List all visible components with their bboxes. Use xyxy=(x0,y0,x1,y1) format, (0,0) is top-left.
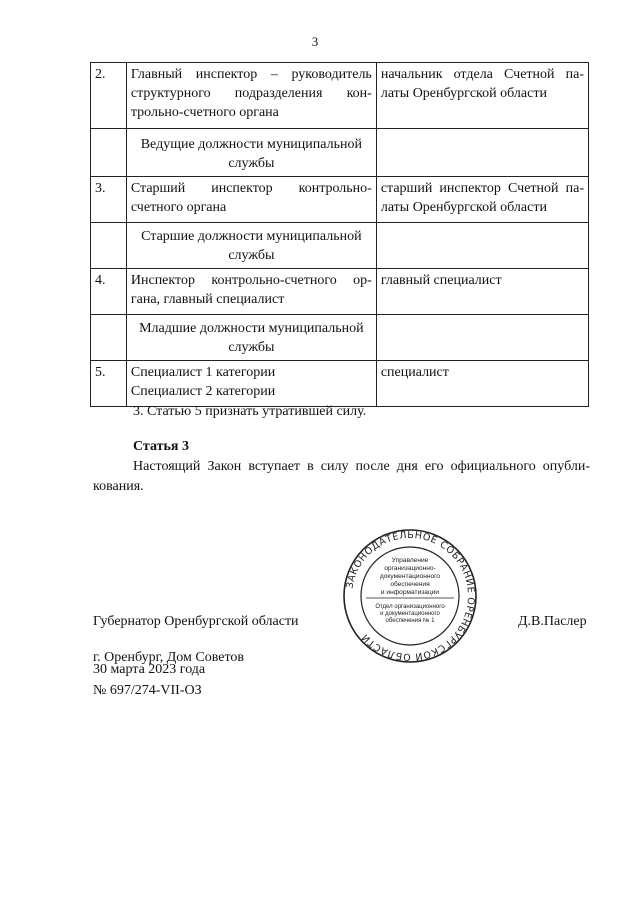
table-row xyxy=(91,129,589,177)
stamp-line: и документационного xyxy=(380,611,440,617)
equivalent-line: начальник отдела Счетной па- xyxy=(380,67,584,82)
position-line: гана, главный специалист xyxy=(130,292,285,307)
signature-name: Д.В.Паслер xyxy=(518,614,587,629)
category-cell xyxy=(126,129,376,177)
positions-table xyxy=(90,62,589,407)
article-text-line: Настоящий Закон вступает в силу после дня его официального опубли- xyxy=(133,459,590,474)
table-row xyxy=(91,315,589,361)
equivalent-line: специалист xyxy=(380,365,449,380)
row-number: 2. xyxy=(91,63,127,129)
page-number: 3 xyxy=(311,34,319,49)
position-line: Специалист 1 категории xyxy=(130,365,276,380)
category-cell xyxy=(126,223,376,269)
stamp-line: документационного xyxy=(379,573,441,580)
position-line: Главный инспектор – руководитель xyxy=(130,67,372,82)
stamp-line: обеспечения № 1 xyxy=(385,618,435,624)
stamp-line: Отдел организационного xyxy=(375,604,445,610)
equivalent-line: латы Оренбургской области xyxy=(380,86,547,101)
table-row xyxy=(91,223,589,269)
equivalent-line: латы Оренбургской области xyxy=(380,200,547,215)
stamp-line: и информатизации xyxy=(380,589,440,596)
position-cell xyxy=(126,63,376,129)
footer-number: № 697/274-VII-ОЗ xyxy=(93,683,202,698)
position-line: Инспектор контрольно-счетного ор- xyxy=(130,273,372,288)
category-line: службы xyxy=(228,340,275,355)
category-cell xyxy=(126,315,376,361)
table-row xyxy=(91,63,589,129)
equivalent-cell xyxy=(376,269,588,315)
stamp-outer-text: ЗАКОНОДАТЕЛЬНОЕ СОБРАНИЕ ОРЕНБУРГСКОЙ ОБЛАСТИ xyxy=(344,529,477,663)
equivalent-cell xyxy=(376,63,588,129)
table-row xyxy=(91,269,589,315)
article-text-line: кования. xyxy=(93,479,144,494)
category-line: Старшие должности муниципальной xyxy=(141,229,362,244)
table-row xyxy=(91,361,589,407)
official-stamp xyxy=(342,528,478,664)
row-number: 4. xyxy=(91,269,127,315)
equivalent-line: главный специалист xyxy=(380,273,502,288)
row-number: 5. xyxy=(91,361,127,407)
table-row xyxy=(91,177,589,223)
equivalent-line: старший инспектор Счетной па- xyxy=(380,181,584,196)
stamp-line: Управление xyxy=(391,557,429,564)
category-line: службы xyxy=(228,156,275,171)
position-cell xyxy=(126,361,376,407)
stamp-line: обеспечения xyxy=(390,581,430,588)
row-number: 3. xyxy=(91,177,127,223)
category-line: Ведущие должности муниципальной xyxy=(140,137,362,152)
position-line: Специалист 2 категории xyxy=(130,384,276,399)
equivalent-cell xyxy=(376,361,588,407)
position-line: структурного подразделения кон- xyxy=(130,86,372,101)
position-line: трольно-счетного органа xyxy=(130,105,279,120)
item-3-text: 3. Статью 5 признать утратившей силу. xyxy=(133,404,367,419)
category-line: службы xyxy=(228,248,275,263)
position-cell xyxy=(126,177,376,223)
equivalent-cell xyxy=(376,177,588,223)
position-cell xyxy=(126,269,376,315)
stamp-line: организационно- xyxy=(384,565,436,572)
category-line: Младшие должности муниципальной xyxy=(139,321,364,336)
footer-place: г. Оренбург, Дом Советов xyxy=(93,650,244,665)
signature-position: Губернатор Оренбургской области xyxy=(93,614,299,629)
footer-date: 30 марта 2023 года xyxy=(93,662,206,677)
article-heading: Статья 3 xyxy=(133,439,189,454)
position-line: счетного органа xyxy=(130,200,227,215)
position-line: Старший инспектор контрольно- xyxy=(130,181,372,196)
